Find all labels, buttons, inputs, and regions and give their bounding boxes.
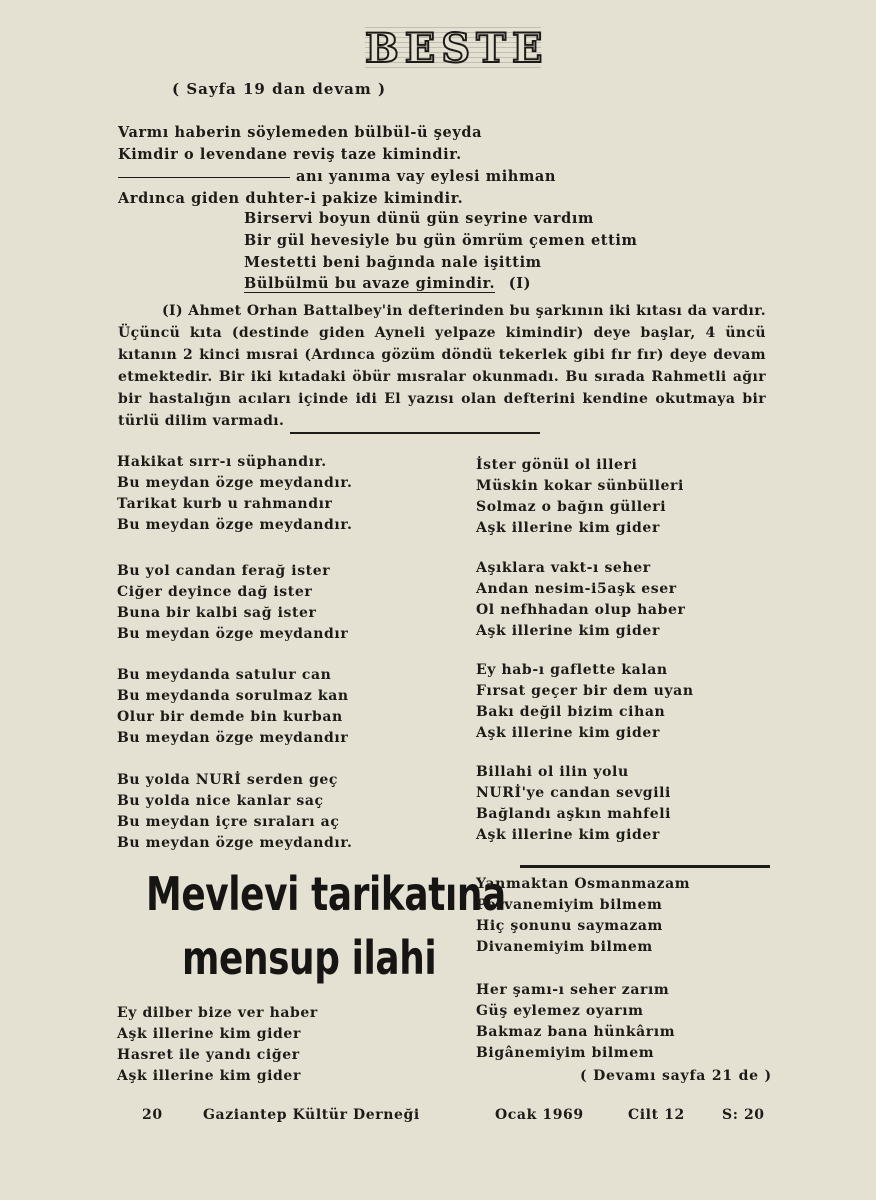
poem-line: Bu meydan özge meydandır <box>117 626 349 642</box>
poem-stanza <box>476 455 684 539</box>
poem-stanza <box>117 1003 318 1087</box>
poem-line: Aşıklara vakt-ı seher <box>476 560 651 576</box>
poem-line: Olur bir demde bin kurban <box>117 709 343 725</box>
poem-line: Bu yolda nice kanlar saç <box>117 793 324 809</box>
poem-line: Bakı değil bizim cihan <box>476 704 666 720</box>
poem-line: Ciğer deyince dağ ister <box>117 584 313 600</box>
verse-line: Kimdir o levendane reviş taze kimindir. <box>118 146 462 163</box>
poem-line: Andan nesim-i5aşk eser <box>476 581 677 597</box>
verse-line: Varmı haberin söylemeden bülbül-ü şeyda <box>118 124 483 141</box>
poem-stanza <box>117 561 348 645</box>
continued-from-note: ( Sayfa 19 dan devam ) <box>172 80 387 98</box>
poem-line: Hakikat sırr-ı süphandır. <box>117 454 327 470</box>
poem-line: Bigânemiyim bilmem <box>476 1045 655 1061</box>
poem-stanza <box>117 770 352 854</box>
verse-line: Birservi boyun dünü gün seyrine vardım <box>244 210 594 227</box>
poem-line: Aşk illerine kim gider <box>476 520 660 536</box>
poem-line: Bu meydanda sorulmaz kan <box>117 688 349 704</box>
poem-line: Aşk illerine kim gider <box>476 827 660 843</box>
poem-stanza <box>117 665 349 749</box>
verse-line-with-blank <box>118 168 556 185</box>
poem-line: Solmaz o bağın gülleri <box>476 499 667 515</box>
poem-line: Tarikat kurb u rahmandır <box>117 496 333 512</box>
section-divider <box>290 432 540 434</box>
poem-line: Hiç şonunu saymazam <box>476 918 663 934</box>
poem-line: Yanmaktan Osmanmazam <box>476 876 691 892</box>
verse-line-text: anı yanıma vay eylesi mihman <box>296 168 557 185</box>
poem-line: Bu yol candan ferağ ister <box>117 563 331 579</box>
poem-line: Hasret ile yandı ciğer <box>117 1047 300 1063</box>
poem-line: Bu meydan özge meydandır. <box>117 475 353 491</box>
footnote-text: (I) Ahmet Orhan Battalbey'in defterinden bu şarkının iki kıtası da vardır. Üçüncü kıta (destinde giden Ayneli yelpaze kimindir) deye başlar, 4 üncü kıtanın 2 kinci mısrai (Ardınca gözüm döndü tekerlek gibi fır fır) deye devam etmektedir. Bir iki kıtadaki öbür mısralar okunmadı. Bu sırada Rahmetli ağır bir hastalığın acıları içinde idi El yazısı olan defterini kendine okutmaya bir türlü dilim varmadı. <box>118 303 766 429</box>
poem-line: Aşk illerine kim gider <box>117 1026 301 1042</box>
poem-line: Billahi ol ilin yolu <box>476 764 629 780</box>
verse-line: Bir gül hevesiyle bu gün ömrüm çemen ettim <box>244 232 638 249</box>
verse-line-text: Bülbülmü bu avaze gimindir. <box>244 275 496 292</box>
poem-stanza <box>117 452 352 536</box>
hymn-heading-line-2: mensup ilahi <box>182 931 437 985</box>
poem-line: Müskin kokar sünbülleri <box>476 478 684 494</box>
poem-line: Pervanemiyim bilmem <box>476 897 663 913</box>
poem-line: İster gönül ol illeri <box>476 457 638 473</box>
volume-number: Cilt 12 <box>628 1107 685 1123</box>
poem-line: NURİ'ye candan sevgili <box>476 785 671 801</box>
poem-line: Bakmaz bana hünkârım <box>476 1024 676 1040</box>
poem-line: Güş eylemez oyarım <box>476 1003 644 1019</box>
issue-date: Ocak 1969 <box>495 1107 584 1123</box>
poem-line: Fırsat geçer bir dem uyan <box>476 683 694 699</box>
poem-stanza <box>476 762 671 846</box>
poem-line: Buna bir kalbi sağ ister <box>117 605 317 621</box>
poem-line: Ol nefhhadan olup haber <box>476 602 686 618</box>
section-title-beste: BESTE <box>365 25 549 72</box>
poem-line: Bağlandı aşkın mahfeli <box>476 806 672 822</box>
poem-line: Bu meydan özge meydandır. <box>117 835 353 851</box>
poem-stanza <box>476 980 675 1064</box>
poem-line: Bu meydan içre sıraları aç <box>117 814 340 830</box>
continued-to-note: ( Devamı sayfa 21 de ) <box>580 1068 772 1084</box>
page-number: 20 <box>142 1107 163 1123</box>
footnote-marker: (I) <box>508 275 532 292</box>
verse-line: Ardınca giden duhter-i pakize kimindir. <box>118 190 464 207</box>
footnote <box>118 300 766 432</box>
missing-text-rule <box>118 177 290 178</box>
poem-line: Aşk illerine kim gider <box>476 623 660 639</box>
poem-line: Bu meydanda satulur can <box>117 667 332 683</box>
verse-line-final <box>244 275 531 292</box>
poem-line: Bu meydan özge meydandır <box>117 730 349 746</box>
poem-stanza <box>476 660 694 744</box>
poem-stanza <box>476 874 690 958</box>
poem-line: Bu yolda NURİ serden geç <box>117 772 339 788</box>
poem-line: Ey dilber bize ver haber <box>117 1005 318 1021</box>
poem-line: Ey hab-ı gaflette kalan <box>476 662 668 678</box>
hymn-heading-line-1: Mevlevi tarikatına <box>146 867 506 921</box>
poem-line: Aşk illerine kim gider <box>476 725 660 741</box>
poem-line: Divanemiyim bilmem <box>476 939 653 955</box>
poem-line: Her şamı-ı seher zarım <box>476 982 670 998</box>
poem-stanza <box>476 558 685 642</box>
poem-line: Aşk illerine kim gider <box>117 1068 301 1084</box>
verse-line: Mestetti beni bağında nale işittim <box>244 254 542 271</box>
poem-line: Bu meydan özge meydandır. <box>117 517 353 533</box>
issue-number: S: 20 <box>722 1107 765 1123</box>
publisher-name: Gaziantep Kültür Derneği <box>203 1107 420 1123</box>
column-divider <box>520 865 770 868</box>
